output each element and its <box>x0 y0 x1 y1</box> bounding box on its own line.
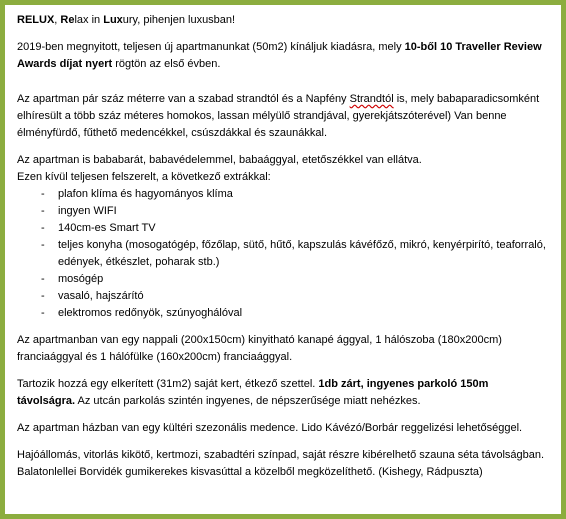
list-item: - vasaló, hajszárító <box>17 288 549 305</box>
intro-text-end: rögtön az első évben. <box>112 58 221 70</box>
headline-relux: RELUX <box>17 14 55 26</box>
garden-paragraph <box>17 376 549 410</box>
headline-lux: Lux <box>103 14 123 26</box>
equipment-line-2: Ezen kívül teljesen felszerelt, a következő extrákkal: <box>17 171 271 183</box>
location-text-start: Az apartman pár száz méterre van a szabad strandtól és a Napfény <box>17 93 350 105</box>
equipment-line-1: Az apartman is bababarát, babavédelemmel, babaággyal, etetőszékkel van ellátva. <box>17 154 422 166</box>
intro-text-start: 2019-ben megnyitott, teljesen új apartmanunkat (50m2) kínáljuk kiadásra, mely <box>17 41 405 53</box>
pool-paragraph: Az apartman házban van egy kültéri szezonális medence. Lido Kávézó/Borbár reggelizési lehetőséggel. <box>17 422 523 434</box>
spellcheck-word: Strandtól <box>349 93 394 105</box>
list-item: - plafon klíma és hagyományos klíma <box>17 186 549 203</box>
parking-highlight: 1db zárt, ingyenes parkoló 150m távolságra. <box>17 378 489 407</box>
list-item: - teljes konyha (mosogatógép, főzőlap, sütő, hűtő, kapszulás kávéfőző, mikró, kenyérpirító, teaforraló, edények, étkészlet, poharak stb.) <box>17 237 549 271</box>
garden-text-end: Az utcán parkolás szintén ingyenes, de népszerűsége miatt nehézkes. <box>75 395 421 407</box>
headline-ury: ury, pihenjen luxusban! <box>122 14 236 26</box>
surroundings-paragraph: Hajóállomás, vitorlás kikötő, kertmozi, szabadtéri színpad, saját részre kibérelhető szauna séta távolságban. Balatonlellei Borvidék gumikerekes kisvasúttal a közelből megközelíthető. (Kishegy, Rádpuszta) <box>17 449 545 478</box>
rooms-paragraph: Az apartmanban van egy nappali (200x150cm) kinyitható kanapé ággyal, 1 hálószoba (180x200cm) franciaággyal és 1 hálófülke (160x200cm) franciaággyal. <box>17 334 502 363</box>
list-item: - elektromos redőnyök, szúnyoghálóval <box>17 305 549 322</box>
list-item: - ingyen WIFI <box>17 203 549 220</box>
headline-sep: , <box>54 14 61 26</box>
equipment-intro <box>17 152 549 186</box>
listing-content <box>17 12 549 508</box>
list-item: - 140cm-es Smart TV <box>17 220 549 237</box>
location-text-end: is, mely babaparadicsomként elhíresült a több száz méteres homokos, lassan mélyülő strandjával, gyerekjátszóterével) Van benne élményfürdő, fűthető medencékkel, csúszdákkal és szaunákkal. <box>17 93 540 139</box>
list-item: - mosógép <box>17 271 549 288</box>
location-paragraph <box>17 91 549 142</box>
garden-text-start: Tartozik hozzá egy elkerített (31m2) saját kert, étkező szettel. <box>17 378 319 390</box>
intro-paragraph <box>17 39 549 73</box>
award-highlight: 10-ből 10 Traveller Review Awards díjat nyert <box>17 41 542 70</box>
feature-list <box>17 186 549 322</box>
headline-re: Re <box>60 14 75 26</box>
headline-lax: lax in <box>74 14 104 26</box>
headline <box>17 12 549 29</box>
